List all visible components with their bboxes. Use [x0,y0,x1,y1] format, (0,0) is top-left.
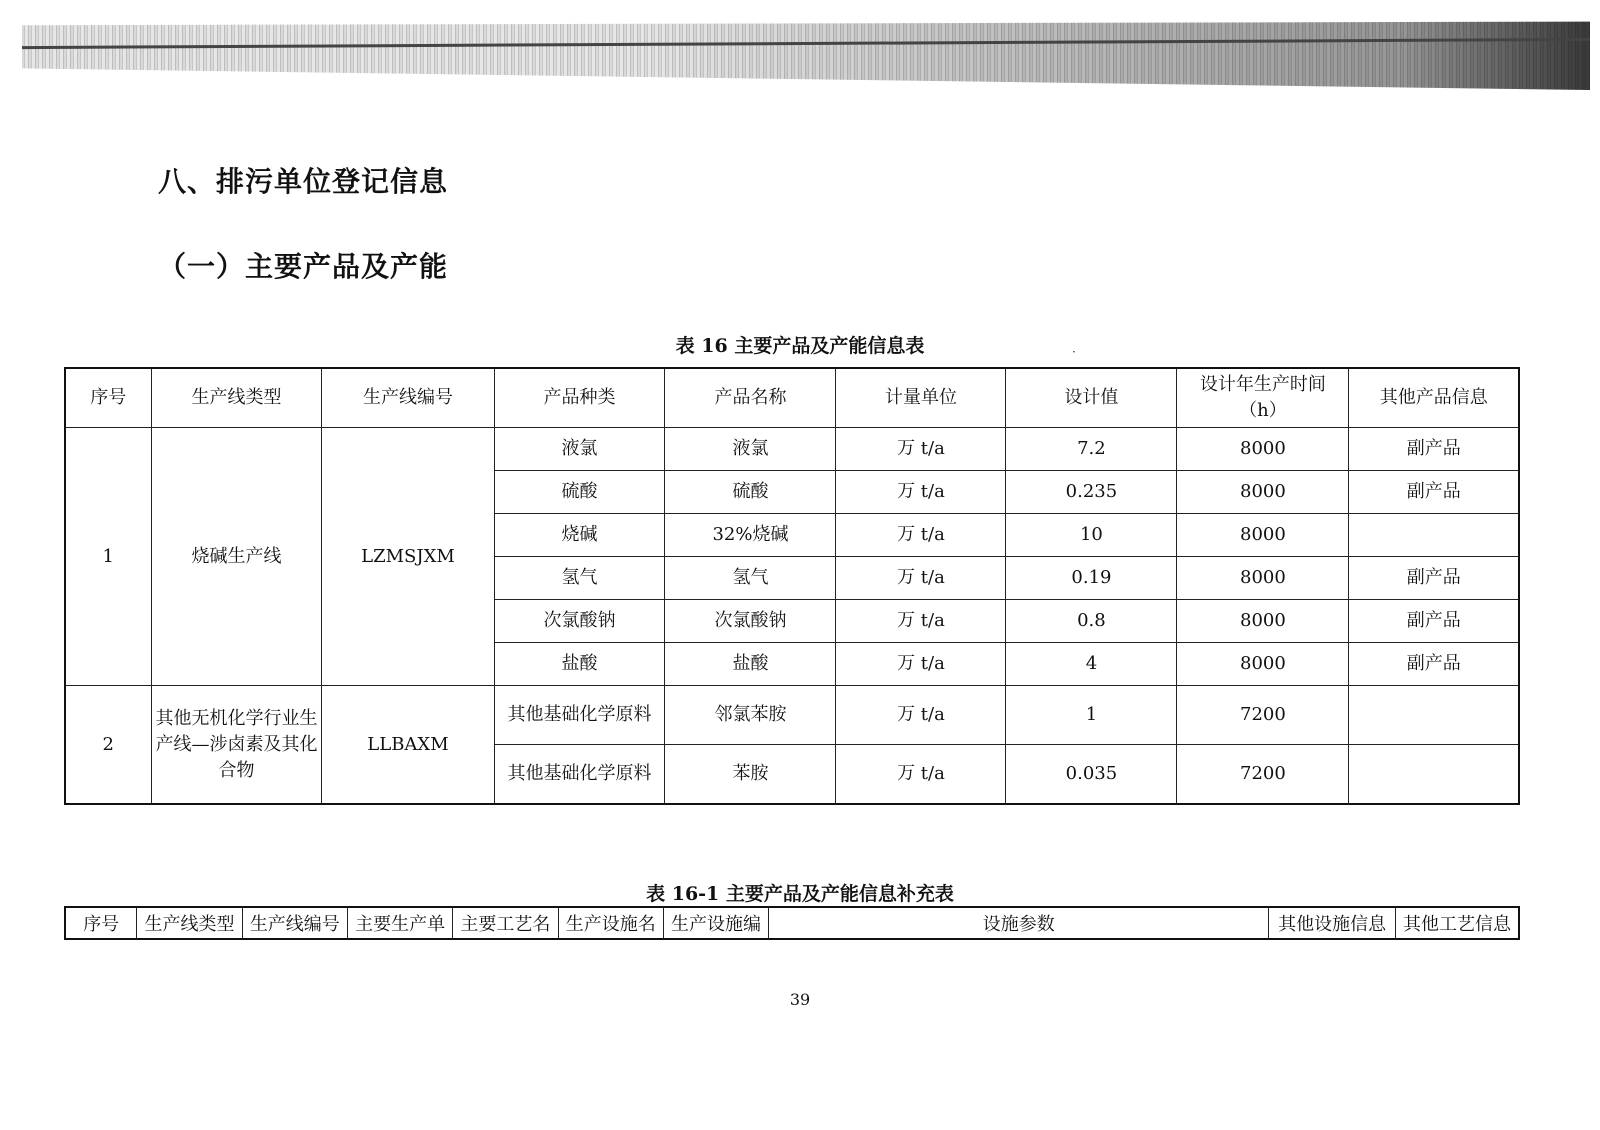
product-other [1349,686,1519,745]
col-header-name: 产品名称 [665,368,836,428]
col-header-no: 序号 [65,368,151,428]
col-header-hours: 设计年生产时间（h） [1177,368,1349,428]
table16-caption: 表 16 主要产品及产能信息表 [675,335,925,357]
product-unit: 万 t/a [836,643,1006,686]
product-unit: 万 t/a [836,471,1006,514]
scan-speck: · [1072,345,1076,359]
page-number: 39 [789,990,811,1009]
product-category: 盐酸 [494,643,665,686]
col-header-other-facility: 其他设施信息 [1269,907,1396,939]
subsection-heading: （一）主要产品及产能 [158,250,449,283]
line-no: 1 [65,428,151,686]
scan-header-band [22,18,1590,90]
section-heading: 八、排污单位登记信息 [158,165,449,198]
product-category: 次氯酸钠 [494,600,665,643]
product-other [1349,745,1519,805]
product-design: 10 [1006,514,1177,557]
product-hours: 7200 [1177,745,1349,805]
product-other: 副产品 [1349,428,1519,471]
line-type: 烧碱生产线 [151,428,322,686]
table-row [65,686,1519,745]
line-code: LLBAXM [322,686,494,805]
product-category: 液氯 [494,428,665,471]
product-name: 次氯酸钠 [665,600,836,643]
table-row [65,428,1519,471]
product-other: 副产品 [1349,643,1519,686]
product-unit: 万 t/a [836,745,1006,805]
product-hours: 8000 [1177,557,1349,600]
product-hours: 8000 [1177,471,1349,514]
product-design: 0.8 [1006,600,1177,643]
col-header-line-type: 生产线类型 [137,907,242,939]
table16-1-caption: 表 16-1 主要产品及产能信息补充表 [646,883,954,905]
col-header-process: 主要工艺名 [453,907,558,939]
product-category: 烧碱 [494,514,665,557]
line-code: LZMSJXM [322,428,494,686]
col-header-facility-code: 生产设施编 [663,907,768,939]
product-hours: 8000 [1177,428,1349,471]
product-category: 其他基础化学原料 [494,745,665,805]
col-header-category: 产品种类 [494,368,665,428]
col-header-other-process: 其他工艺信息 [1395,907,1519,939]
product-unit: 万 t/a [836,557,1006,600]
col-header-main-unit: 主要生产单 [347,907,452,939]
product-hours: 8000 [1177,600,1349,643]
col-header-facility-name: 生产设施名 [558,907,663,939]
product-name: 硫酸 [665,471,836,514]
col-header-no: 序号 [65,907,137,939]
table-header-row [65,907,1519,939]
product-design: 0.19 [1006,557,1177,600]
col-header-design: 设计值 [1006,368,1177,428]
product-name: 盐酸 [665,643,836,686]
table-header-row [65,368,1519,428]
product-category: 其他基础化学原料 [494,686,665,745]
supplementary-table [64,906,1520,940]
col-header-line-type: 生产线类型 [151,368,322,428]
product-category: 硫酸 [494,471,665,514]
product-category: 氢气 [494,557,665,600]
product-unit: 万 t/a [836,514,1006,557]
product-design: 4 [1006,643,1177,686]
col-header-line-code: 生产线编号 [322,368,494,428]
col-header-line-code: 生产线编号 [242,907,347,939]
product-other: 副产品 [1349,471,1519,514]
product-other: 副产品 [1349,557,1519,600]
product-name: 32%烧碱 [665,514,836,557]
product-name: 氢气 [665,557,836,600]
product-design: 0.035 [1006,745,1177,805]
product-design: 7.2 [1006,428,1177,471]
product-name: 苯胺 [665,745,836,805]
product-unit: 万 t/a [836,686,1006,745]
product-other: 副产品 [1349,600,1519,643]
product-name: 液氯 [665,428,836,471]
col-header-facility-params: 设施参数 [769,907,1269,939]
col-header-other: 其他产品信息 [1349,368,1519,428]
product-name: 邻氯苯胺 [665,686,836,745]
col-header-unit: 计量单位 [836,368,1006,428]
product-unit: 万 t/a [836,600,1006,643]
product-design: 1 [1006,686,1177,745]
product-other [1349,514,1519,557]
product-hours: 8000 [1177,514,1349,557]
product-design: 0.235 [1006,471,1177,514]
products-capacity-table [64,367,1520,805]
product-hours: 7200 [1177,686,1349,745]
line-type: 其他无机化学行业生产线—涉卤素及其化合物 [151,686,322,805]
line-no: 2 [65,686,151,805]
product-unit: 万 t/a [836,428,1006,471]
product-hours: 8000 [1177,643,1349,686]
